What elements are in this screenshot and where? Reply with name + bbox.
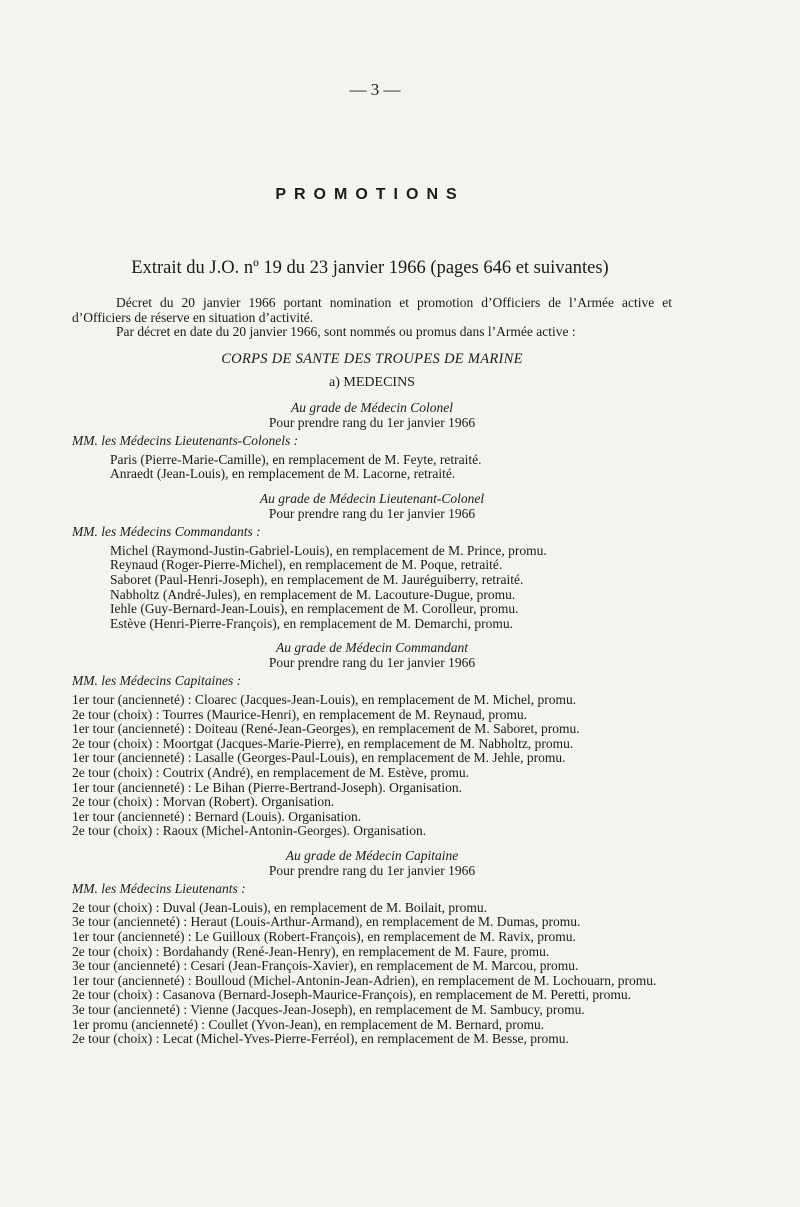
list-item: Nabholtz (André-Jules), en remplacement de M. Lacouture-Dugue, promu. [110,586,516,602]
list-item: 3e tour (ancienneté) : Vienne (Jacques-Jean-Joseph), en remplacement de M. Sambucy, promu. [72,1001,585,1017]
list-item: 2e tour (choix) : Casanova (Bernard-Joseph-Maurice-François), en remplacement de M. Peretti, promu. [72,987,631,1003]
list-item: 2e tour (choix) : Raoux (Michel-Antonin-Georges). Organisation. [72,823,427,839]
entry-list [72,453,672,482]
grade-section [72,401,672,482]
list-item: 1er tour (ancienneté) : Bernard (Louis). Organisation. [72,808,362,824]
grade-heading: Au grade de Médecin Lieutenant-Colonel [259,490,485,506]
list-item: Anraedt (Jean-Louis), en remplacement de M. Lacorne, retraité. [110,466,456,482]
entry-list [72,901,672,1047]
list-item: 3e tour (ancienneté) : Heraut (Louis-Arthur-Armand), en remplacement de M. Dumas, promu. [72,914,581,930]
par-decret-paragraph: Par décret en date du 20 janvier 1966, sont nommés ou promus dans l’Armée active : [116,324,576,340]
corps-heading: CORPS DE SANTE DES TROUPES DE MARINE [221,350,523,367]
list-item: 1er tour (ancienneté) : Boulloud (Michel-Antonin-Jean-Adrien), en remplacement de M. Lochouarn, promu. [72,972,657,988]
mm-line: MM. les Médecins Lieutenants : [72,881,246,897]
list-item: 3e tour (ancienneté) : Cesari (Jean-François-Xavier), en remplacement de M. Marcou, promu. [72,958,579,974]
list-item: Reynaud (Roger-Pierre-Michel), en remplacement de M. Poque, retraité. [110,557,503,573]
list-item: 1er tour (ancienneté) : Cloarec (Jacques-Jean-Louis), en remplacement de M. Michel, promu. [72,692,577,708]
list-item: 1er promu (ancienneté) : Coullet (Yvon-Jean), en remplacement de M. Bernard, promu. [72,1016,545,1032]
entry-list [72,693,672,839]
list-item: 1er tour (ancienneté) : Lasalle (Georges-Paul-Louis), en remplacement de M. Jehle, promu. [72,750,566,766]
list-item: 1er tour (ancienneté) : Le Guilloux (Robert-François), en remplacement de M. Ravix, promu. [72,928,576,944]
list-item: Iehle (Guy-Bernard-Jean-Louis), en remplacement de M. Corolleur, promu. [110,601,519,617]
decret-paragraph: Décret du 20 janvier 1966 portant nomination et promotion d’Officiers de l’Armée active et d’Officiers de réserve en situation d’activité. [72,295,672,325]
entry-list [72,544,672,632]
list-item: 1er tour (ancienneté) : Le Bihan (Pierre-Bertrand-Joseph). Organisation. [72,779,462,795]
page-title: PROMOTIONS [275,186,465,203]
mm-line: MM. les Médecins Lieutenants-Colonels : [72,433,299,449]
rang-line: Pour prendre rang du 1er janvier 1966 [268,505,476,521]
grade-heading: Au grade de Médecin Commandant [276,640,468,656]
mm-line: MM. les Médecins Capitaines : [72,673,242,689]
extrait-heading: Extrait du J.O. nº 19 du 23 janvier 1966 (pages 646 et suivantes) [131,258,609,278]
grade-heading: Au grade de Médecin Colonel [291,399,453,415]
list-item: 2e tour (choix) : Bordahandy (René-Jean-Henry), en remplacement de M. Faure, promu. [72,943,550,959]
list-item: 2e tour (choix) : Lecat (Michel-Yves-Pierre-Ferréol), en remplacement de M. Besse, promu. [72,1031,569,1047]
grade-section [72,849,672,1047]
page-number: — 3 — [349,80,401,99]
grade-section [72,641,672,839]
list-item: Michel (Raymond-Justin-Gabriel-Louis), en remplacement de M. Prince, promu. [110,542,547,558]
list-item: 2e tour (choix) : Duval (Jean-Louis), en remplacement de M. Boilait, promu. [72,899,488,915]
list-item: 2e tour (choix) : Coutrix (André), en remplacement de M. Estève, promu. [72,765,470,781]
list-item: 2e tour (choix) : Morvan (Robert). Organisation. [72,794,335,810]
mm-line: MM. les Médecins Commandants : [72,524,261,540]
document-body [72,296,672,1047]
subsection-heading: a) MEDECINS [329,375,415,391]
list-item: 2e tour (choix) : Moortgat (Jacques-Marie-Pierre), en remplacement de M. Nabholtz, promu. [72,735,574,751]
rang-line: Pour prendre rang du 1er janvier 1966 [268,862,476,878]
list-item: Saboret (Paul-Henri-Joseph), en remplacement de M. Jauréguiberry, retraité. [110,571,524,587]
grade-heading: Au grade de Médecin Capitaine [285,848,459,863]
rang-line: Pour prendre rang du 1er janvier 1966 [268,654,476,670]
rang-line: Pour prendre rang du 1er janvier 1966 [268,414,476,430]
grade-section [72,492,672,631]
list-item: 2e tour (choix) : Tourres (Maurice-Henri), en remplacement de M. Reynaud, promu. [72,706,528,722]
list-item: Paris (Pierre-Marie-Camille), en remplacement de M. Feyte, retraité. [110,451,482,467]
list-item: Estève (Henri-Pierre-François), en remplacement de M. Demarchi, promu. [110,615,513,631]
list-item: 1er tour (ancienneté) : Doiteau (René-Jean-Georges), en remplacement de M. Saboret, promu. [72,721,580,737]
